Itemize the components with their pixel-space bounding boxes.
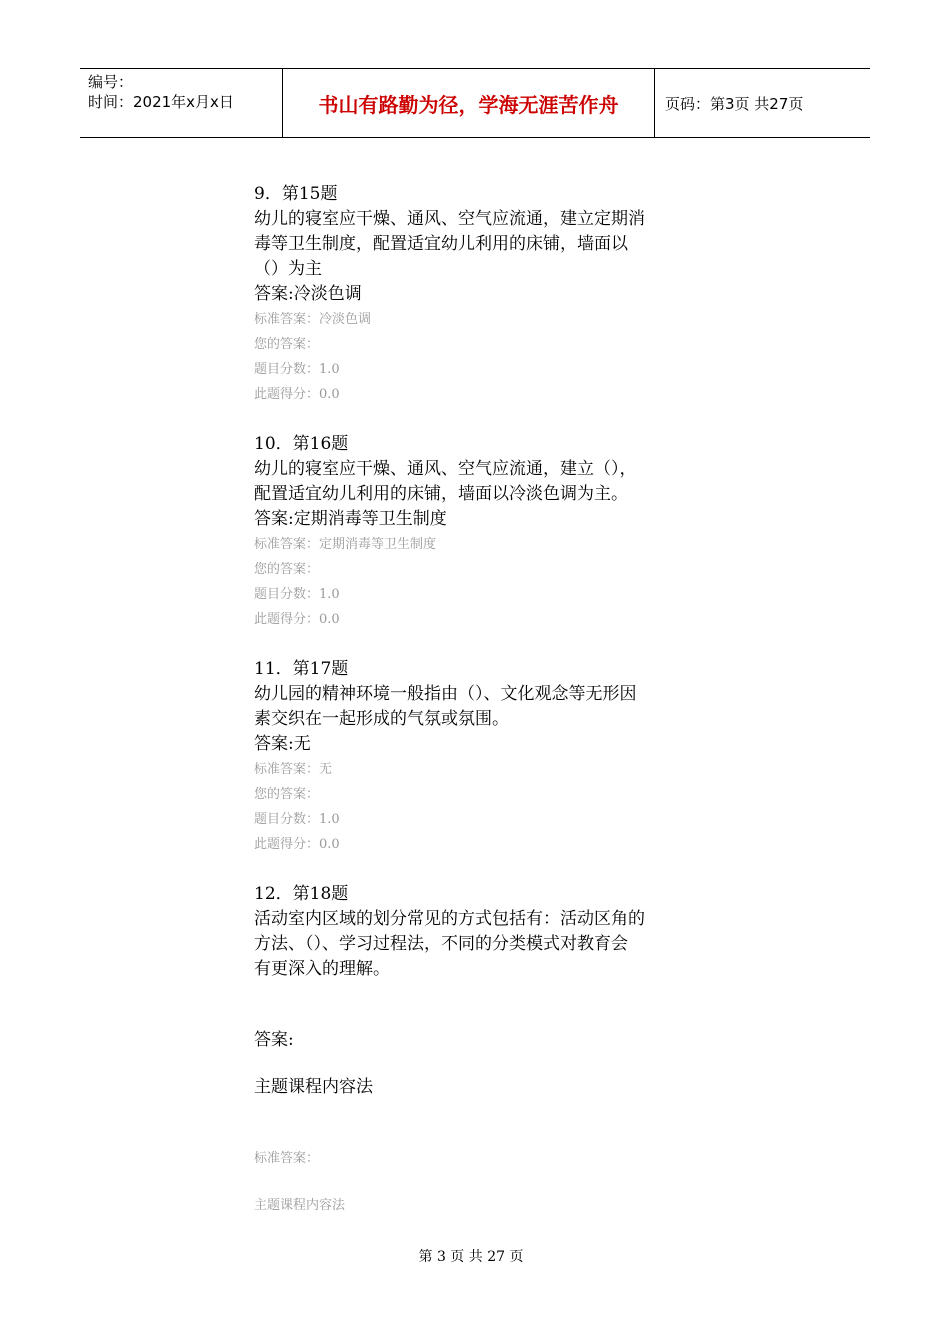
header-page-info: 页码：第3页 共27页 — [665, 94, 804, 113]
question-got: 此题得分：0.0 — [254, 837, 340, 852]
question-12 — [254, 882, 704, 1218]
spacer — [254, 1171, 704, 1193]
spacer — [254, 407, 704, 432]
question-got: 此题得分：0.0 — [254, 387, 340, 402]
question-9 — [254, 182, 704, 407]
question-answer-value: 主题课程内容法 — [254, 1077, 373, 1097]
your-answer: 您的答案： — [254, 337, 320, 352]
spacer — [254, 982, 704, 1028]
question-title: 12．第18题 — [254, 884, 349, 904]
standard-answer-label: 标准答案： — [254, 1151, 320, 1166]
spacer — [254, 1100, 704, 1146]
question-text: 幼儿的寝室应干燥、通风、空气应流通，建立（）， 配置适宜幼儿利用的床铺，墙面以冷淡色调为主。 — [254, 459, 637, 504]
document-header — [80, 68, 870, 138]
your-answer: 您的答案： — [254, 787, 320, 802]
question-score: 题目分数：1.0 — [254, 362, 340, 377]
question-title: 10．第16题 — [254, 434, 349, 454]
standard-answer: 标准答案：定期消毒等卫生制度 — [254, 537, 437, 552]
question-answer: 答案:冷淡色调 — [254, 284, 362, 304]
question-title: 11．第17题 — [254, 659, 349, 679]
question-text: 幼儿园的精神环境一般指由（）、文化观念等无形因 素交织在一起形成的气氛或氛围。 — [254, 684, 637, 729]
spacer — [254, 632, 704, 657]
question-answer: 答案:无 — [254, 734, 311, 754]
question-text: 幼儿的寝室应干燥、通风、空气应流通，建立定期消 毒等卫生制度，配置适宜幼儿利用的床铺，墙面以 （）为主 — [254, 209, 645, 279]
footer-page-number: 第 3 页 共 27 页 — [418, 1249, 524, 1265]
standard-answer: 标准答案：冷淡色调 — [254, 312, 372, 327]
question-answer: 答案:定期消毒等卫生制度 — [254, 509, 447, 529]
question-score: 题目分数：1.0 — [254, 812, 340, 827]
your-answer: 您的答案： — [254, 562, 320, 577]
question-title: 9．第15题 — [254, 184, 338, 204]
question-list — [254, 182, 704, 1218]
page-footer — [0, 1246, 950, 1266]
question-11 — [254, 657, 704, 857]
question-got: 此题得分：0.0 — [254, 612, 340, 627]
header-meta-cell — [80, 69, 282, 137]
spacer — [254, 1053, 704, 1075]
spacer — [254, 857, 704, 882]
question-text: 活动室内区域的划分常见的方式包括有：活动区角的 方法、（）、学习过程法，不同的分类模式对教育会 有更深入的理解。 — [254, 909, 645, 979]
header-time-label: 时间：2021年x月x日 — [88, 93, 234, 111]
question-answer-label: 答案: — [254, 1030, 294, 1050]
standard-answer: 标准答案：无 — [254, 762, 333, 777]
standard-answer-value: 主题课程内容法 — [254, 1198, 346, 1213]
header-number-label: 编号： — [88, 73, 134, 91]
question-10 — [254, 432, 704, 632]
question-score: 题目分数：1.0 — [254, 587, 340, 602]
header-motto: 书山有路勤为径，学海无涯苦作舟 — [282, 69, 655, 137]
